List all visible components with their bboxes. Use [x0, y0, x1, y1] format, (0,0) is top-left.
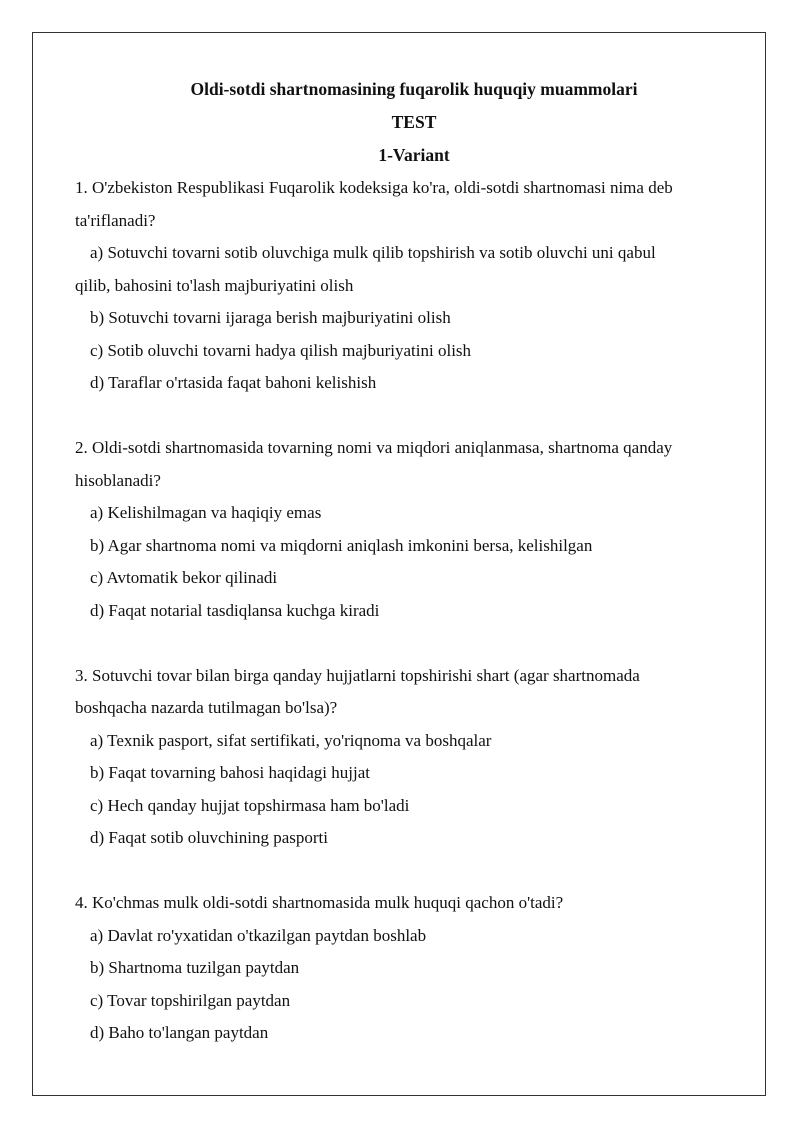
- option-c: c) Tovar topshirilgan paytdan: [90, 990, 291, 1010]
- question-2: [75, 432, 745, 627]
- question-text: 1. O'zbekiston Respublikasi Fuqarolik kodeksiga ko'ra, oldi-sotdi shartnomasi nima deb: [75, 178, 673, 197]
- question-text: hisoblanadi?: [75, 470, 161, 490]
- spacer: [75, 400, 745, 433]
- document-body: [75, 73, 745, 1050]
- option-c: c) Avtomatik bekor qilinadi: [90, 568, 278, 587]
- option-a-continued: qilib, bahosini to'lash majburiyatini olish: [75, 275, 354, 295]
- question-1: [75, 172, 745, 400]
- option-d: d) Baho to'langan paytdan: [90, 1023, 269, 1042]
- option-a: a) Davlat ro'yxatidan o'tkazilgan paytdan boshlab: [90, 925, 427, 945]
- option-b: b) Shartnoma tuzilgan paytdan: [90, 958, 300, 977]
- option-c: c) Sotib oluvchi tovarni hadya qilish majburiyatini olish: [90, 340, 472, 360]
- document-subtitle: TEST: [391, 112, 437, 132]
- option-c: c) Hech qanday hujjat topshirmasa ham bo'ladi: [90, 795, 410, 815]
- option-d: d) Faqat sotib oluvchining pasporti: [90, 828, 328, 847]
- question-3: [75, 660, 745, 855]
- question-4: [75, 887, 745, 1050]
- option-d: d) Taraflar o'rtasida faqat bahoni kelishish: [90, 373, 377, 392]
- option-a: a) Sotuvchi tovarni sotib oluvchiga mulk qilib topshirish va sotib oluvchi uni qabul: [90, 243, 656, 262]
- option-b: b) Faqat tovarning bahosi haqidagi hujjat: [90, 763, 370, 782]
- option-a: a) Kelishilmagan va haqiqiy emas: [90, 503, 322, 522]
- option-b: b) Agar shartnoma nomi va miqdorni aniqlash imkonini bersa, kelishilgan: [90, 535, 593, 555]
- variant-label: 1-Variant: [378, 145, 450, 165]
- question-text: 2. Oldi-sotdi shartnomasida tovarning nomi va miqdori aniqlanmasa, shartnoma qanday: [75, 438, 673, 457]
- question-text: boshqacha nazarda tutilmagan bo'lsa)?: [75, 698, 338, 717]
- question-text: 3. Sotuvchi tovar bilan birga qanday hujjatlarni topshirishi shart (agar shartnomada: [75, 665, 640, 685]
- document-title: Oldi-sotdi shartnomasining fuqarolik huquqiy muammolari: [190, 79, 638, 99]
- option-b: b) Sotuvchi tovarni ijaraga berish majburiyatini olish: [90, 308, 451, 327]
- option-d: d) Faqat notarial tasdiqlansa kuchga kiradi: [90, 600, 380, 620]
- question-text: 4. Ko'chmas mulk oldi-sotdi shartnomasida mulk huquqi qachon o'tadi?: [75, 893, 564, 912]
- spacer: [75, 855, 745, 888]
- spacer: [75, 627, 745, 660]
- option-a: a) Texnik pasport, sifat sertifikati, yo'riqnoma va boshqalar: [90, 730, 492, 750]
- question-text: ta'riflanadi?: [75, 210, 156, 230]
